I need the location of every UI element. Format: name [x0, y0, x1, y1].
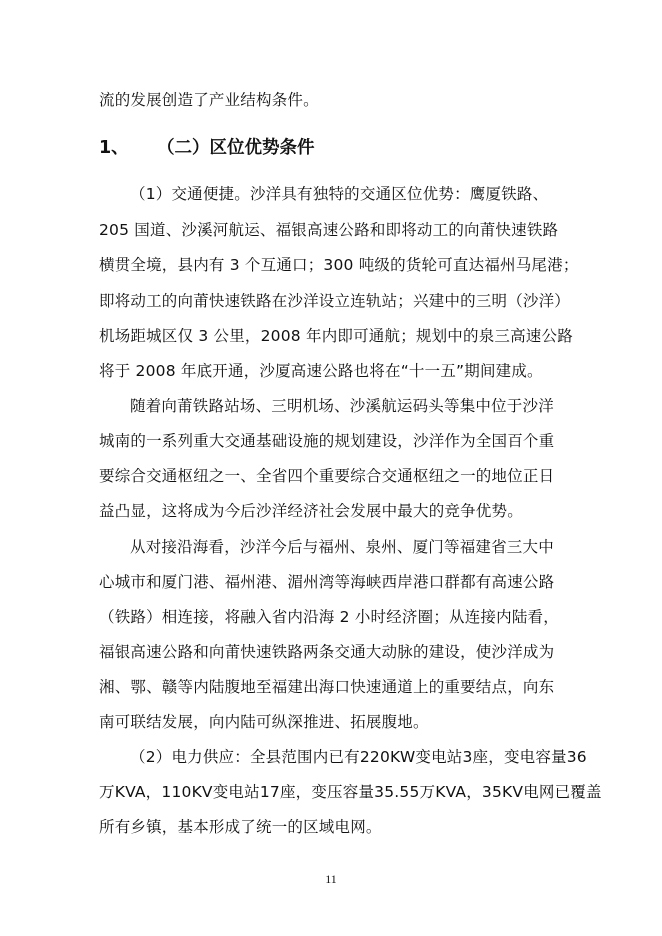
paragraph-3-line-1: 从对接沿海看，沙洋今后与福州、泉州、厦门等福建省三大中 [130, 538, 554, 556]
heading-title: （二）区位优势条件 [157, 138, 315, 158]
paragraph-2-line-2: 城南的一系列重大交通基础设施的规划建设，沙洋作为全国百个重 [99, 432, 555, 450]
heading-number: 1、 [99, 138, 129, 158]
section-heading [99, 137, 315, 159]
paragraph-1-line-2: 205 国道、沙溪河航运、福银高速公路和即将动工的向莆快速铁路 [99, 221, 559, 239]
paragraph-1-line-6: 将于 2008 年底开通，沙厦高速公路也将在“十一五”期间建成。 [99, 362, 543, 380]
paragraph-2-line-3: 要综合交通枢纽之一、全省四个重要综合交通枢纽之一的地位正日 [99, 467, 555, 485]
intro-line: 流的发展创造了产业结构条件。 [99, 91, 319, 109]
page-number: 11 [325, 872, 337, 886]
paragraph-2-line-1: 随着向莆铁路站场、三明机场、沙溪航运码头等集中位于沙洋 [130, 397, 554, 415]
paragraph-3-line-2: 心城市和厦门港、福州港、湄州湾等海峡西岸港口群都有高速公路 [99, 573, 555, 591]
paragraph-4-line-1: （2）电力供应：全县范围内已有220KW变电站3座，变电容量36 [130, 748, 587, 766]
paragraph-2-line-4: 益凸显，这将成为今后沙洋经济社会发展中最大的竞争优势。 [99, 502, 523, 520]
paragraph-4-line-2: 万KVA，110KV变电站17座，变压容量35.55万KVA，35KV电网已覆盖 [99, 783, 602, 801]
paragraph-3-line-6: 南可联结发展，向内陆可纵深推进、拓展腹地。 [99, 713, 429, 731]
paragraph-4-line-3: 所有乡镇，基本形成了统一的区域电网。 [99, 818, 382, 836]
paragraph-3-line-5: 湘、鄂、赣等内陆腹地至福建出海口快速通道上的重要结点，向东 [99, 678, 555, 696]
paragraph-1-line-3: 横贯全境，县内有 3 个互通口；300 吨级的货轮可直达福州马尾港； [99, 256, 579, 274]
paragraph-3-line-4: 福银高速公路和向莆快速铁路两条交通大动脉的建设，使沙洋成为 [99, 643, 555, 661]
paragraph-1-line-5: 机场距城区仅 3 公里，2008 年内即可通航；规划中的泉三高速公路 [99, 327, 573, 345]
paragraph-1-line-4: 即将动工的向莆快速铁路在沙洋设立连轨站；兴建中的三明（沙洋） [99, 292, 571, 310]
paragraph-1-line-1: （1）交通便捷。沙洋具有独特的交通区位优势：鹰厦铁路、 [130, 185, 549, 203]
paragraph-3-line-3: （铁路）相连接，将融入省内沿海 2 小时经济圈；从连接内陆看， [99, 608, 559, 626]
